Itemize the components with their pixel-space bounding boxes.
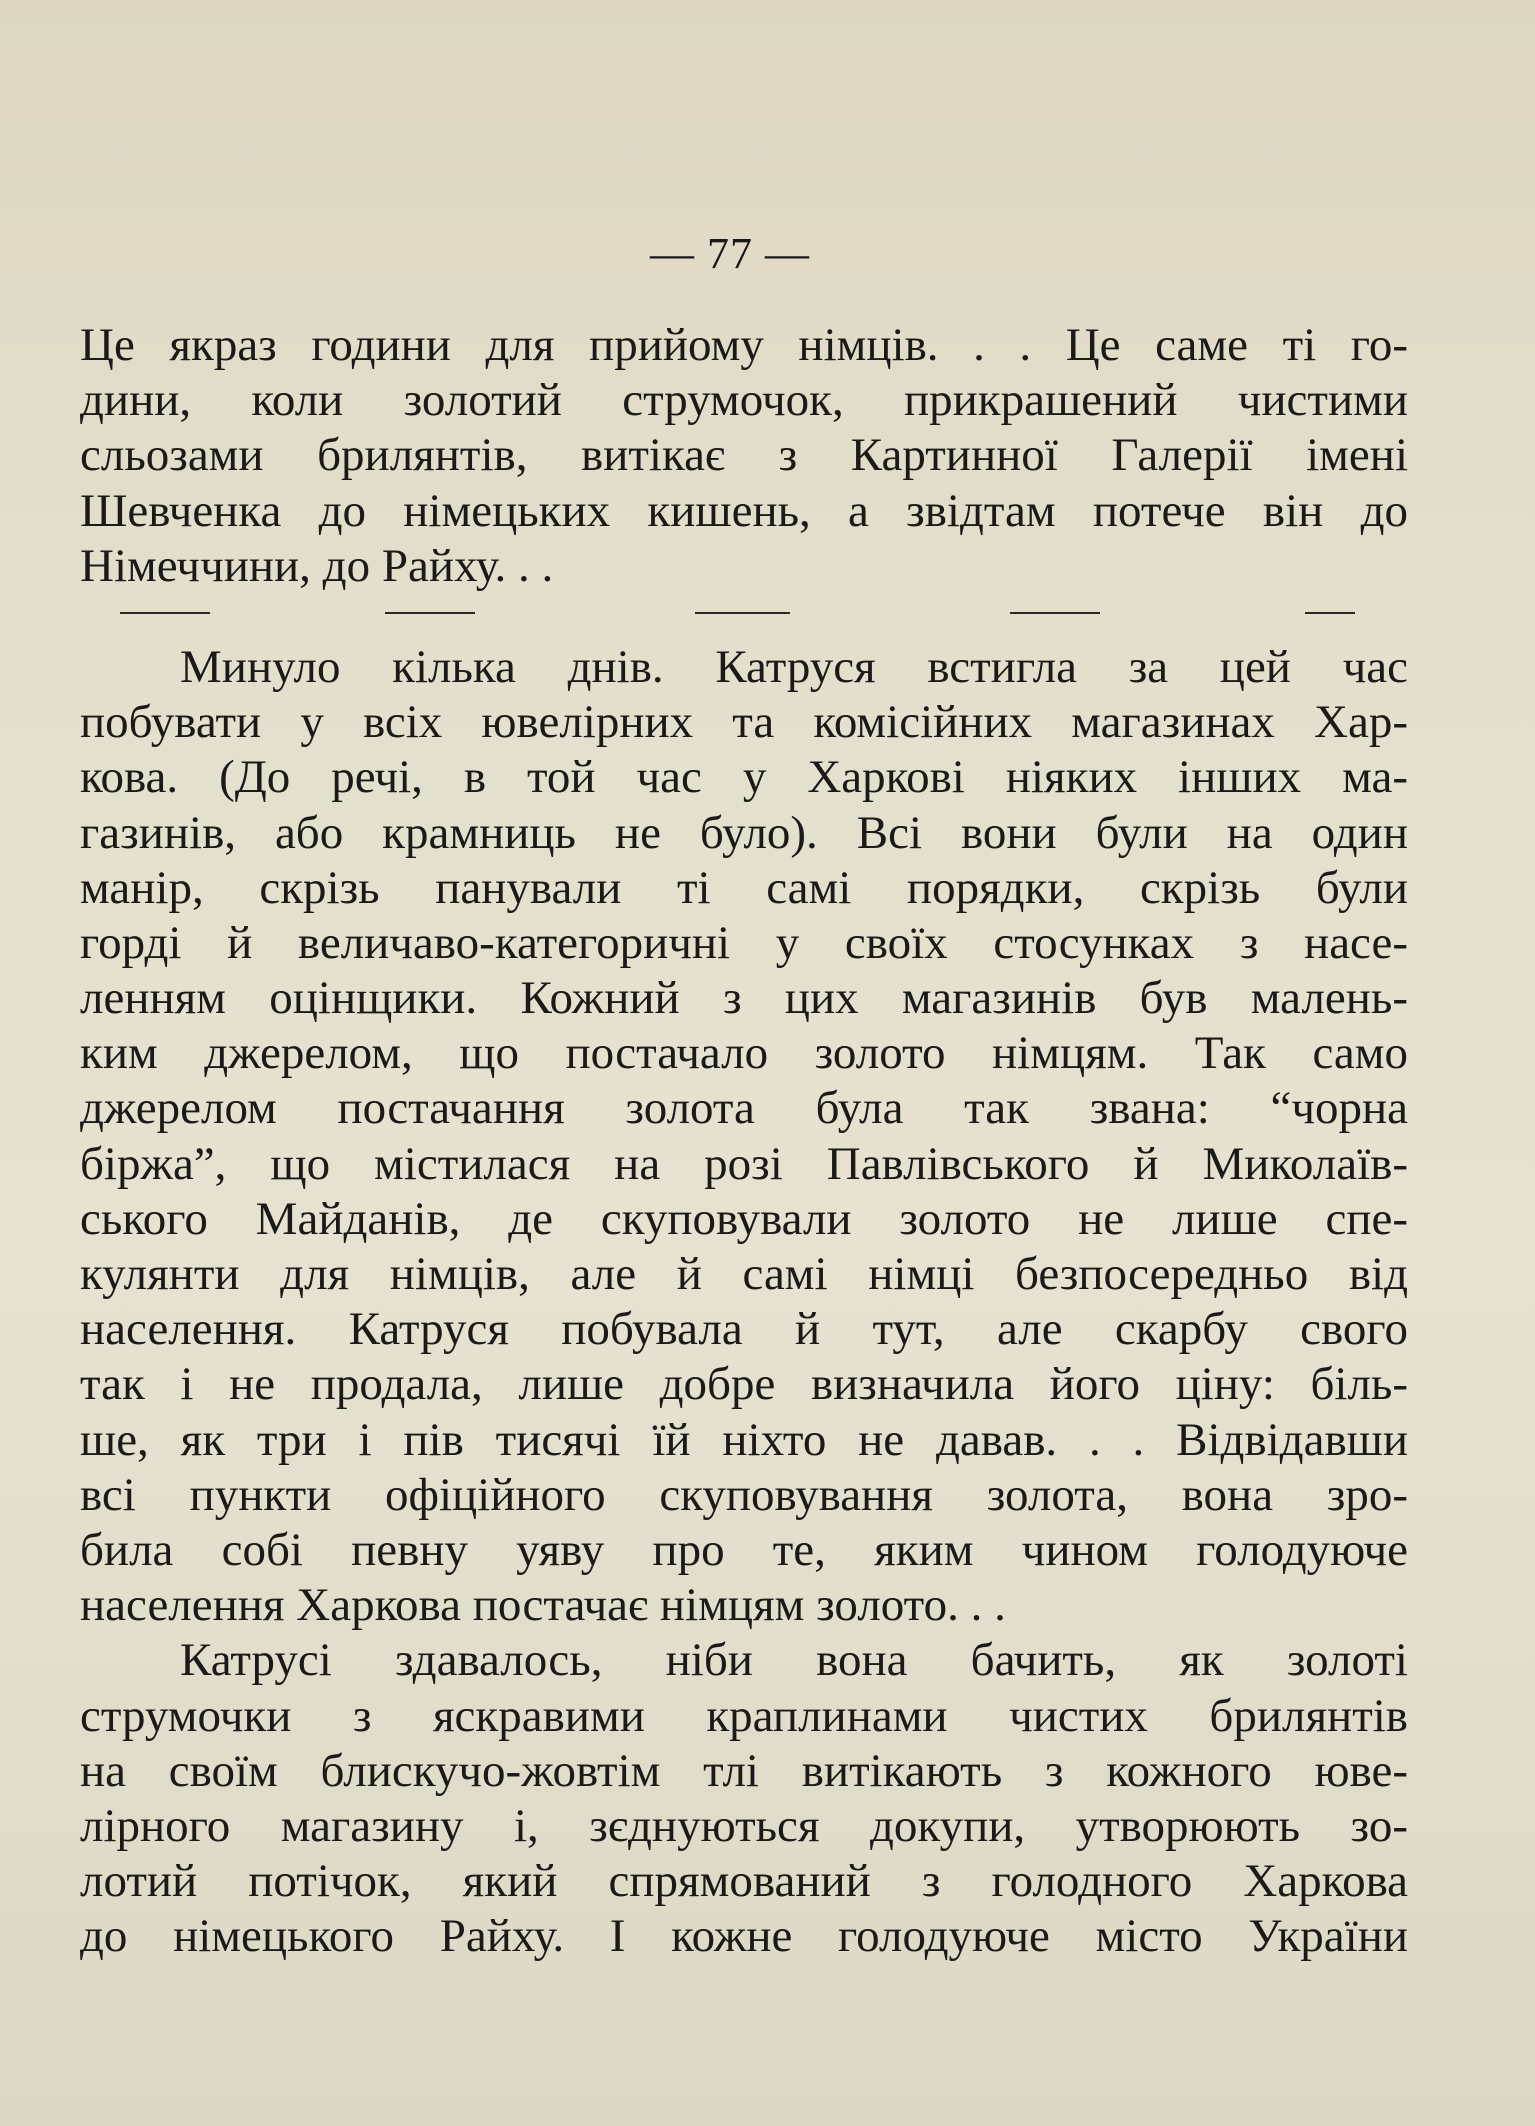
text-line: кова. (До речі, в той час у Харкові ніяких інших ма- [80,751,1408,804]
text-line: Катрусі здавалось, ніби вона бачить, як золоті [180,1634,1408,1687]
text-line: Це якраз години для прийому німців. . . Це саме ті го- [80,319,1408,371]
paragraph [80,318,1408,594]
text-line: джерелом постачання золота була так звана: “чорна [80,1082,1408,1135]
paragraph [80,1633,1408,1964]
text-line: на своїм блискучо-жовтім тлі витікають з кожного юве- [80,1744,1408,1797]
text-line: так і не продала, лише добре визначила його ціну: біль- [80,1358,1408,1411]
text-line: населення Харкова постачає німцям золото. . . [80,1579,1006,1632]
text-line: струмочки з яскравими краплинами чистих брилянтів [80,1689,1408,1742]
text-line: кулянти для німців, але й самі німці безпосередньо від [80,1248,1408,1300]
text-line: сльозами брилянтів, витікає з Картинної Галерії імені [80,429,1408,482]
text-line: лірного магазину і, зєднуються докупи, утворюють зо- [80,1799,1408,1852]
text-line: била собі певну уяву про те, яким чином голодуюче [80,1523,1408,1576]
text-line: ського Майданів, де скуповували золото не лише спе- [80,1192,1408,1245]
section-separator [80,594,1408,640]
text-line: горді й величаво-категоричні у своїх стосунках з насе- [80,916,1408,969]
text-line: ленням оцінщики. Кожний з цих магазинів був малень- [80,972,1408,1025]
text-line: до німецького Райху. І кожне голодуюче місто України [80,1910,1408,1963]
text-line: Шевченка до німецьких кишень, а звідтам потече він до [80,484,1408,537]
text-line: Німеччини, до Райху. . . [80,539,554,592]
paragraph [80,640,1408,1633]
text-line: Минуло кілька днів. Катруся встигла за цей час [180,640,1408,693]
body-text [80,318,1408,1964]
separator-dash [120,612,210,614]
text-line: дини, коли золотий струмочок, прикрашений чистими [80,374,1408,427]
text-line: ким джерелом, що постачало золото німцям. Так само [80,1027,1408,1080]
text-line: всі пункти офіційного скуповування золота, вона зро- [80,1468,1408,1521]
separator-dash [1010,612,1100,614]
text-line: газинів, або крамниць не було). Всі вони були на один [80,806,1408,859]
text-line: населення. Катруся побувала й тут, але скарбу свого [80,1303,1408,1356]
text-line: біржа”, що містилася на розі Павлівського й Миколаїв- [80,1137,1408,1190]
text-line: ше, як три і пів тисячі їй ніхто не давав. . . Відвідавши [80,1413,1408,1466]
text-line: побувати у всіх ювелірних та комісійних магазинах Хар- [80,696,1408,749]
text-line: лотий потічок, який спрямований з голодного Харкова [80,1855,1408,1908]
page-number: — 77 — [650,229,810,278]
separator-dash [1305,612,1355,614]
separator-dash [695,612,790,614]
text-line: манір, скрізь панували ті самі порядки, скрізь були [80,861,1408,914]
separator-dash [385,612,475,614]
